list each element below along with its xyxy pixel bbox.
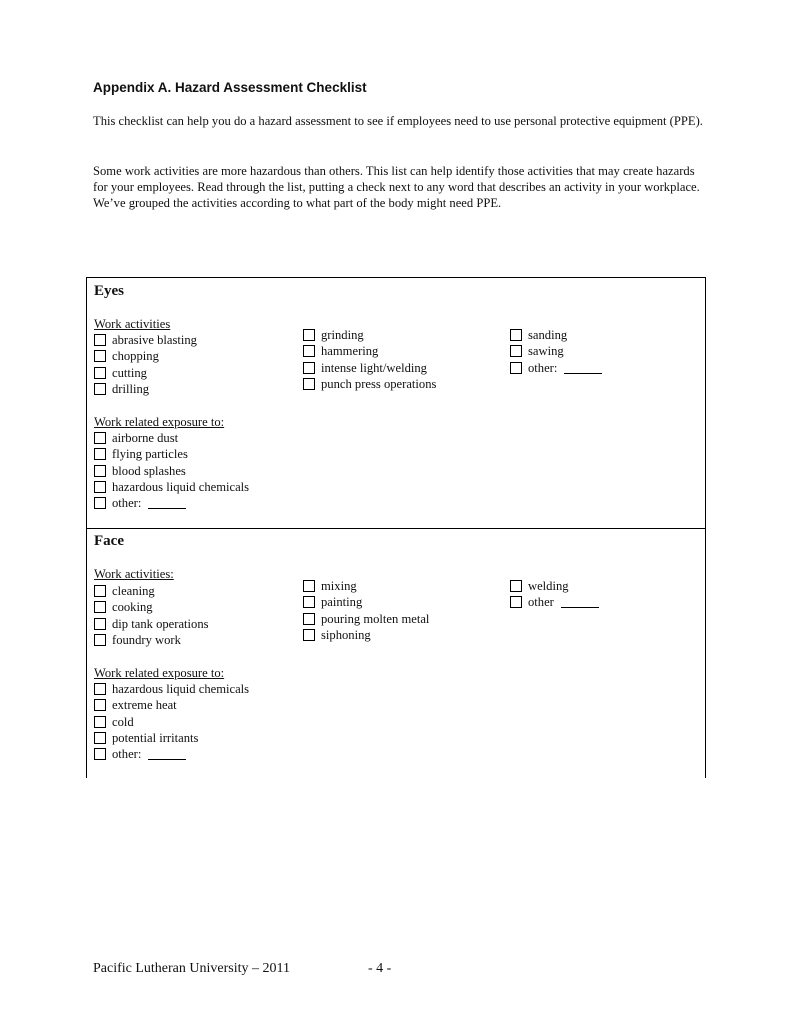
checklist-item xyxy=(510,594,599,610)
checklist-item-label: siphoning xyxy=(321,627,371,642)
checkbox[interactable] xyxy=(303,596,315,608)
checkbox[interactable] xyxy=(303,362,315,374)
checkbox[interactable] xyxy=(94,481,106,493)
checklist-item xyxy=(94,599,209,615)
checklist-item xyxy=(303,627,429,643)
face-exposure-list xyxy=(94,681,249,762)
checklist-item-label: cold xyxy=(112,714,134,729)
checkbox[interactable] xyxy=(94,497,106,509)
checkbox[interactable] xyxy=(94,465,106,477)
checklist-item-label: airborne dust xyxy=(112,431,179,445)
checklist-item xyxy=(94,730,249,746)
checklist-item xyxy=(510,360,602,376)
checklist-item xyxy=(510,578,599,594)
checkbox[interactable] xyxy=(94,683,106,695)
checklist-item xyxy=(94,348,197,364)
checklist-item xyxy=(94,697,249,713)
checklist-item-label: hazardous liquid chemicals xyxy=(112,479,250,494)
checklist-item xyxy=(510,343,602,359)
checklist-item-label: cleaning xyxy=(112,584,155,598)
checklist-item-label: cooking xyxy=(112,600,153,615)
face-activities-col3 xyxy=(510,578,599,611)
checkbox[interactable] xyxy=(94,699,106,711)
checklist-item xyxy=(303,343,436,359)
checklist-item xyxy=(94,430,249,446)
checkbox[interactable] xyxy=(303,629,315,641)
checklist-item-label: pouring molten metal xyxy=(321,611,430,626)
checkbox[interactable] xyxy=(303,329,315,341)
checklist-item xyxy=(303,578,429,594)
checklist-item-label: sawing xyxy=(528,344,564,359)
checkbox[interactable] xyxy=(94,334,106,346)
checkbox[interactable] xyxy=(303,345,315,357)
face-activities-label: Work activities: xyxy=(94,567,174,581)
eyes-exposure-list xyxy=(94,430,249,511)
checklist-item xyxy=(94,632,209,648)
checkbox[interactable] xyxy=(94,634,106,646)
checkbox[interactable] xyxy=(94,350,106,362)
checkbox[interactable] xyxy=(94,383,106,395)
checkbox[interactable] xyxy=(94,601,106,613)
checklist-item-label: painting xyxy=(321,595,363,610)
checklist-item xyxy=(94,381,197,397)
face-activities-col2 xyxy=(303,578,429,643)
page-number: - 4 - xyxy=(368,961,392,976)
checklist-item xyxy=(94,746,249,762)
checklist-item-label: punch press operations xyxy=(321,376,437,391)
checklist-item xyxy=(303,594,429,610)
checklist-item xyxy=(94,583,209,599)
fill-in-blank[interactable] xyxy=(561,596,599,608)
checkbox[interactable] xyxy=(510,596,522,608)
checklist-item-label: dip tank operations xyxy=(112,616,209,631)
checkbox[interactable] xyxy=(510,580,522,592)
checkbox[interactable] xyxy=(510,362,522,374)
checkbox[interactable] xyxy=(94,448,106,460)
eyes-activities-label: Work activities xyxy=(94,317,171,331)
checklist-item xyxy=(94,714,249,730)
section-divider xyxy=(87,528,705,529)
checkbox[interactable] xyxy=(510,329,522,341)
checklist-item xyxy=(94,332,197,348)
checklist-item-label: chopping xyxy=(112,349,159,364)
checkbox[interactable] xyxy=(94,732,106,744)
checklist-item-label: grinding xyxy=(321,328,364,342)
face-section-title: Face xyxy=(94,533,124,549)
checkbox[interactable] xyxy=(510,345,522,357)
checkbox[interactable] xyxy=(94,716,106,728)
footer-institution: Pacific Lutheran University – 2011 xyxy=(93,961,290,976)
checklist-item-label: extreme heat xyxy=(112,698,177,713)
checklist-item xyxy=(94,446,249,462)
checklist-item xyxy=(303,327,436,343)
face-exposure-label: Work related exposure to: xyxy=(94,666,225,680)
checklist-item-label: foundry work xyxy=(112,632,181,647)
eyes-activities-col3 xyxy=(510,327,602,376)
fill-in-blank[interactable] xyxy=(564,362,602,374)
checklist-item-label: hammering xyxy=(321,344,379,359)
instructions-paragraph: Some work activities are more hazardous than others. This list can help identify those activities that may create hazards for your employees. Read through the list, putting a check next to any word that describes an activity in your workplace. We’ve grouped the activities according to what part of the body might need PPE. xyxy=(93,164,700,210)
checklist-item-label: other: xyxy=(112,747,142,762)
checklist-item xyxy=(94,616,209,632)
checklist-item-label: sanding xyxy=(528,328,568,342)
fill-in-blank[interactable] xyxy=(148,748,186,760)
checkbox[interactable] xyxy=(303,613,315,625)
checklist-item xyxy=(94,495,249,511)
checklist-item-label: welding xyxy=(528,579,569,593)
checklist-item-label: other: xyxy=(112,496,142,511)
checkbox[interactable] xyxy=(94,432,106,444)
checklist-item xyxy=(303,611,429,627)
checkbox[interactable] xyxy=(94,367,106,379)
checklist-item-label: intense light/welding xyxy=(321,360,427,375)
checklist-item xyxy=(510,327,602,343)
checklist-item xyxy=(94,479,249,495)
checklist-item xyxy=(94,681,249,697)
checklist-item-label: flying particles xyxy=(112,447,188,462)
checklist-item xyxy=(94,365,197,381)
face-activities-col1 xyxy=(94,583,209,648)
eyes-activities-col2 xyxy=(303,327,436,392)
eyes-exposure-label: Work related exposure to: xyxy=(94,415,225,429)
checkbox[interactable] xyxy=(94,585,106,597)
checkbox[interactable] xyxy=(303,378,315,390)
checklist-item-label: hazardous liquid chemicals xyxy=(112,682,250,696)
checkbox[interactable] xyxy=(303,580,315,592)
checklist-box xyxy=(86,277,706,778)
checklist-item-label: cutting xyxy=(112,365,147,380)
checkbox[interactable] xyxy=(94,748,106,760)
checklist-item-label: mixing xyxy=(321,579,357,593)
eyes-activities-col1 xyxy=(94,332,197,397)
checklist-item-label: other xyxy=(528,595,554,610)
checklist-item-label: drilling xyxy=(112,381,150,396)
checklist-item xyxy=(303,360,436,376)
eyes-section-title: Eyes xyxy=(94,283,124,299)
page-title: Appendix A. Hazard Assessment Checklist xyxy=(93,80,367,95)
checklist-item-label: blood splashes xyxy=(112,463,186,478)
checklist-item xyxy=(94,463,249,479)
fill-in-blank[interactable] xyxy=(148,497,186,509)
checklist-item xyxy=(303,376,436,392)
checklist-item-label: other: xyxy=(528,360,558,375)
checkbox[interactable] xyxy=(94,618,106,630)
intro-paragraph: This checklist can help you do a hazard assessment to see if employees need to use personal protective equipment (PPE). xyxy=(93,114,703,128)
checklist-item-label: potential irritants xyxy=(112,730,199,745)
checklist-item-label: abrasive blasting xyxy=(112,333,197,347)
